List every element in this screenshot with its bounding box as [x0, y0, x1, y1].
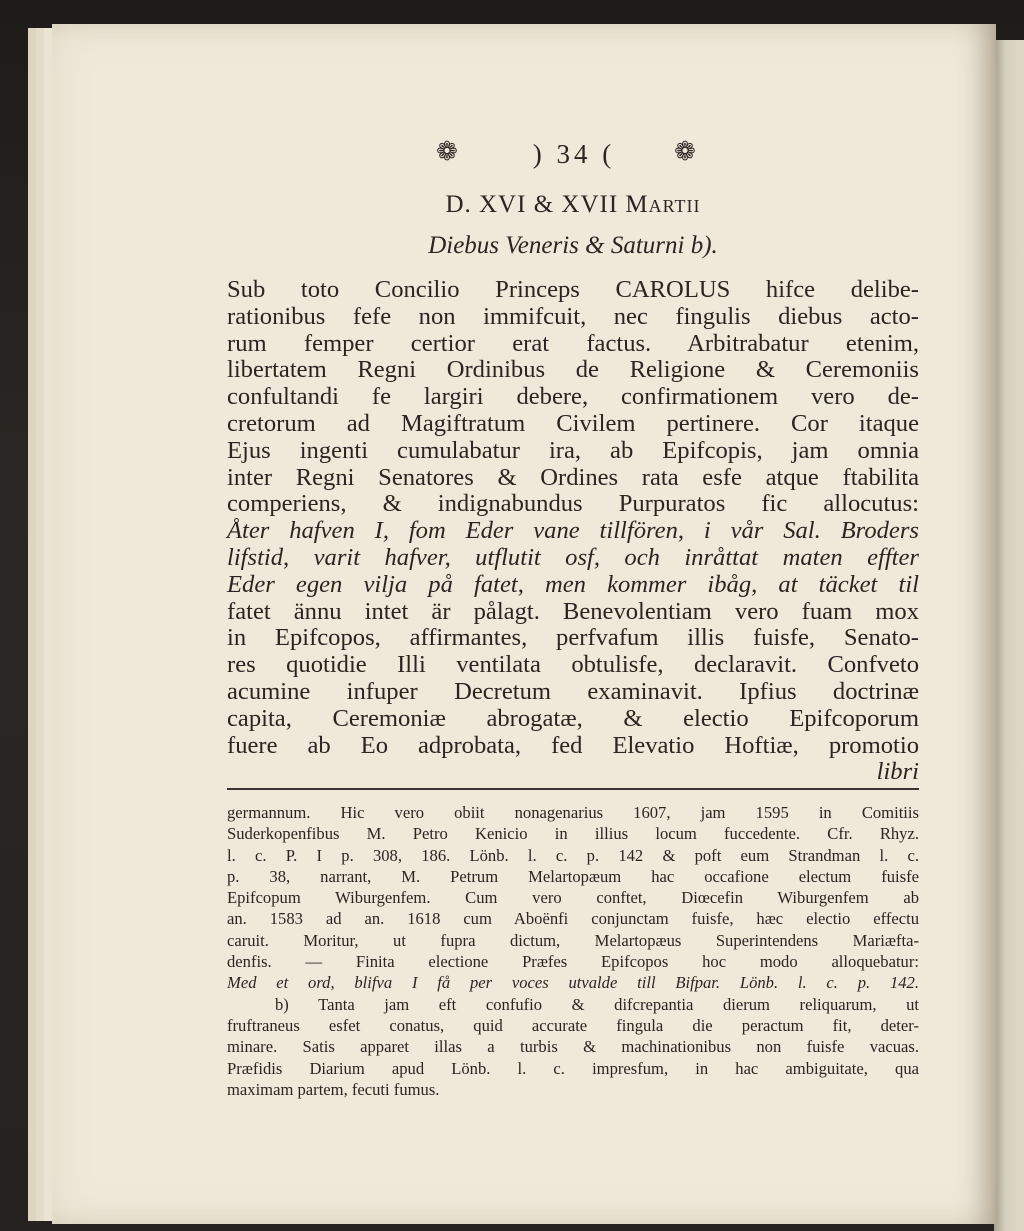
text-line: libertatem Regni Ordinibus de Religione & Ceremoniis	[227, 356, 919, 384]
catchword: libri	[876, 758, 919, 786]
book-page	[52, 24, 996, 1224]
footnote-line: an. 1583 ad an. 1618 cum Aboënfi conjunctam fuisfe, hæc electio effectu	[227, 909, 919, 929]
footnote-line: b) Tanta jam eft confufio & difcrepantia dierum reliquarum, ut	[275, 994, 919, 1014]
text-line: rationibus fefe non immifcuit, nec fingulis diebus acto-	[227, 302, 919, 330]
footnote-line: Suderkopenfibus M. Petro Kenicio in illius locum fuccedente. Cfr. Rhyz.	[227, 824, 919, 844]
text-line: cretorum ad Magiftratum Civilem pertinere. Cor itaque	[227, 409, 919, 437]
footnote-line: minare. Satis apparet illas a turbis & machinationibus non fuisfe vacuas.	[227, 1037, 919, 1057]
text-line: capita, Ceremoniæ abrogatæ, & electio Epifcoporum	[227, 704, 919, 732]
text-line-italic: lifstid, varit hafver, utflutit osf, och inråttat maten effter	[227, 543, 919, 571]
footnote-line: denfis. — Finita electione Præfes Epifcopos hoc modo alloquebatur:	[227, 952, 919, 972]
text-line: confultandi fe largiri debere, confirmationem vero de-	[227, 383, 919, 411]
footnote-line: Epifcopum Wiburgenfem. Cum vero conftet, Diœcefin Wiburgenfem ab	[227, 888, 919, 908]
footnote-line: caruit. Moritur, ut fupra dictum, Melartopæus Superintendens Mariæfta-	[227, 930, 919, 950]
adjacent-page-edge	[994, 40, 1024, 1231]
text-line: inter Regni Senatores & Ordines rata esfe atque ftabilita	[227, 463, 919, 491]
flower-ornament-icon: ❁	[436, 137, 458, 167]
footnote-line: p. 38, narrant, M. Petrum Melartopæum hac occafione electum fuisfe	[227, 866, 919, 886]
body-text	[227, 277, 919, 786]
text-line: res quotidie Illi ventilata obtulisfe, declaravit. Confveto	[227, 651, 919, 679]
footnote-line: germannum. Hic vero obiit nonagenarius 1607, jam 1595 in Comitiis	[227, 803, 919, 822]
section-heading: D. XVI & XVII Martii	[445, 191, 701, 218]
text-line-italic: Eder egen vilja på fatet, men kommer ibåg, at täcket til	[227, 570, 919, 598]
text-line: acumine infuper Decretum examinavit. Ipfius doctrinæ	[227, 677, 919, 705]
footnote-line-italic: Med et ord, blifva I få per voces utvalde till Bifpar. Lönb. l. c. p. 142.	[227, 973, 919, 993]
page-number: ) 34 (	[532, 139, 616, 169]
footnote-line: fruftraneus esfet conatus, quid accurate fingula die peractum fit, deter-	[227, 1015, 919, 1035]
text-line: fuere ab Eo adprobata, fed Elevatio Hoftiæ, promotio	[227, 731, 919, 759]
footnote-rule	[227, 788, 919, 790]
text-line: rum femper certior erat factus. Arbitrabatur etenim,	[227, 329, 919, 357]
text-line: comperiens, & indignabundus Purpuratos fic allocutus:	[227, 490, 919, 518]
text-line-italic: Åter hafven I, fom Eder vane tillfören, i vår Sal. Broders	[227, 517, 919, 545]
text-line: Sub toto Concilio Princeps CAROLUS hifce delibe-	[227, 276, 919, 303]
text-line: Ejus ingenti cumulabatur ira, ab Epifcopis, jam omnia	[227, 436, 919, 464]
footnotes	[227, 802, 919, 1100]
text-line: fatet ännu intet är pålagt. Benevolentiam vero fuam mox	[227, 597, 919, 625]
footnote-line: maximam partem, fecuti fumus.	[227, 1079, 440, 1099]
section-subheading: Diebus Veneris & Saturni b).	[428, 232, 718, 259]
running-header	[227, 137, 919, 177]
text-line: in Epifcopos, affirmantes, perfvafum illis fuisfe, Senato-	[227, 624, 919, 652]
footnote-line: Præfidis Diarium apud Lönb. l. c. impresfum, in hac ambiguitate, qua	[227, 1058, 919, 1078]
flower-ornament-icon: ❁	[674, 137, 696, 167]
footnote-line: l. c. P. I p. 308, 186. Lönb. l. c. p. 142 & poft eum Strandman l. c.	[227, 845, 919, 865]
